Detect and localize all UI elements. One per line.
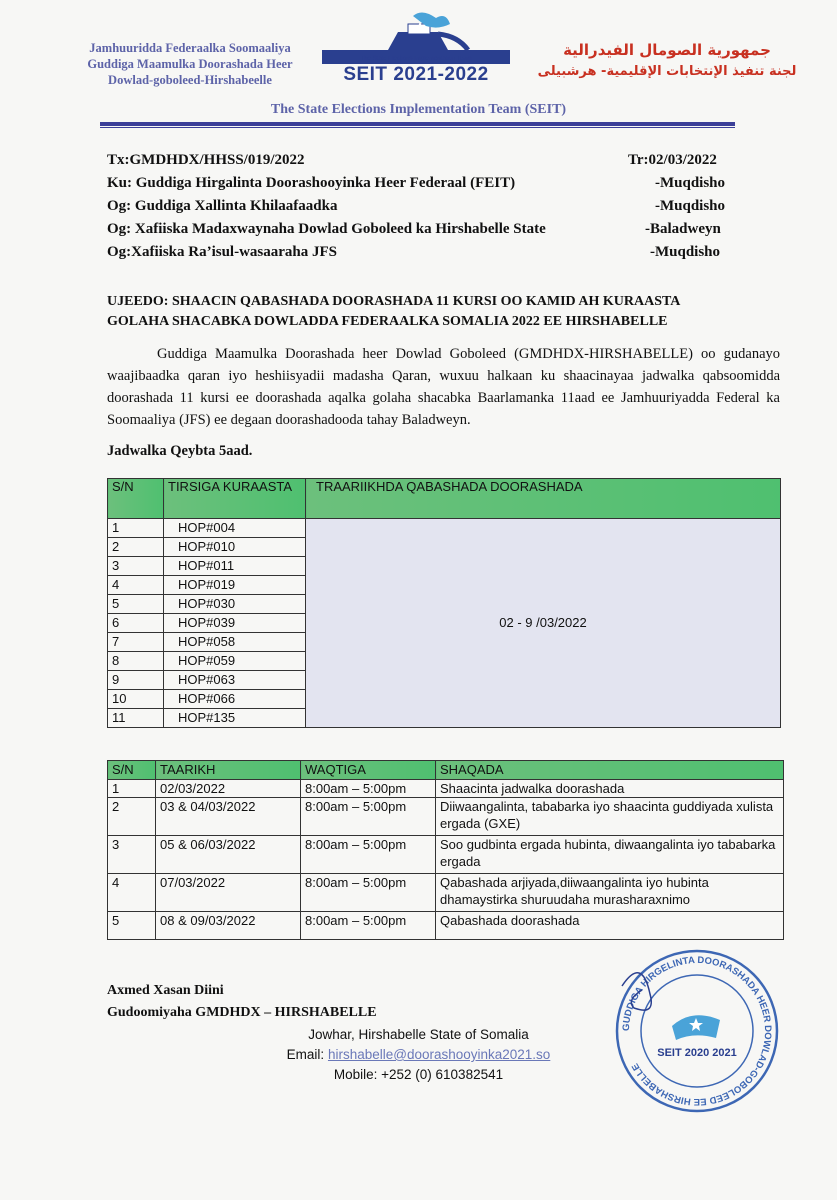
recipient-name: Ku: Guddiga Hirgalinta Doorashooyinka Heer Federaal (FEIT) <box>107 175 516 191</box>
row-seat: HOP#066 <box>164 690 306 709</box>
row-sn: 2 <box>108 538 164 557</box>
recipient-name: Og: Guddiga Xallinta Khilaafaadka <box>107 198 338 214</box>
row-sn: 4 <box>108 874 156 912</box>
row-seat: HOP#004 <box>164 519 306 538</box>
col-header-date: TAARIKH <box>156 761 301 780</box>
logo-tagline: The State Elections Implementation Team <box>360 56 472 62</box>
row-sn: 3 <box>108 836 156 874</box>
table-row <box>108 798 784 836</box>
col-header-sn: S/N <box>108 479 164 519</box>
row-task: Diiwaangalinta, tababarka iyo shaacinta guddiyada xulista ergada (GXE) <box>436 798 784 836</box>
row-sn: 1 <box>108 519 164 538</box>
col-header-task: SHAQADA <box>436 761 784 780</box>
stamp-outer-text: GUDDIGA HIRGELINTA DOORASHADA HEER DOWLAD-GOBOLEED EE HIRSHABELLE <box>620 954 774 1108</box>
row-task: Qabashada doorashada <box>436 912 784 940</box>
row-sn: 9 <box>108 671 164 690</box>
email-link[interactable]: hirshabelle@doorashooyinka2021.so <box>327 1047 551 1062</box>
row-time: 8:00am – 5:00pm <box>301 912 436 940</box>
col-header-seat: TIRSIGA KURAASTA <box>164 479 306 519</box>
row-seat: HOP#011 <box>164 557 306 576</box>
row-seat: HOP#010 <box>164 538 306 557</box>
row-time: 8:00am – 5:00pm <box>301 836 436 874</box>
header-left-line-3: Dowlad-goboleed-Hirshabeelle <box>108 73 272 87</box>
subject-line-1: UJEEDO: SHAACIN QABASHADA DOORASHADA 11 KURSI OO KAMID AH KURAASTA <box>107 294 681 309</box>
row-time: 8:00am – 5:00pm <box>301 798 436 836</box>
table-row <box>108 780 784 798</box>
header-left-somali <box>40 40 340 88</box>
header-right-line-1: جمهورية الصومال الفيدرالية <box>563 41 771 59</box>
row-sn: 6 <box>108 614 164 633</box>
signatory-name: Axmed Xasan Diini <box>107 983 224 998</box>
row-sn: 11 <box>108 709 164 728</box>
email-label: Email: <box>286 1047 325 1062</box>
row-seat: HOP#019 <box>164 576 306 595</box>
header-left-line-1: Jamhuuridda Federaalka Soomaaliya <box>89 41 291 55</box>
body-paragraph <box>107 343 780 431</box>
col-header-dates: TRAARIIKHDA QABASHADA DOORASHADA <box>306 479 781 519</box>
row-sn: 7 <box>108 633 164 652</box>
row-sn: 2 <box>108 798 156 836</box>
header-divider-thin <box>100 127 735 128</box>
header-right-arabic <box>537 40 797 82</box>
body-text: Guddiga Maamulka Doorashada heer Dowlad Goboleed (GMDHDX-HIRSHABELLE) oo gudanayo waajibaadka qaran iyo heshiisyadii madasha Qaran, wuxuu halkaan ku shaacinayaa jadwalka qabsoomidda doorashada 11 kursi ee doorashada aqalka golaha shacabka Baarlamanka 11aad ee Jamhuuriyadda Federal ka Soomaaliya (JFS) ee degaan doorashadooda tahay Baladweyn. <box>107 346 780 428</box>
election-dates: 02 - 9 /03/2022 <box>306 519 781 728</box>
seats-table <box>107 478 781 728</box>
official-stamp <box>612 946 782 1116</box>
row-sn: 4 <box>108 576 164 595</box>
signature-block <box>107 980 377 1024</box>
recipient-place: -Muqdisho <box>655 175 726 191</box>
row-seat: HOP#135 <box>164 709 306 728</box>
reference-number: Tx:GMDHDX/HHSS/019/2022 <box>107 152 305 168</box>
row-seat: HOP#030 <box>164 595 306 614</box>
tasks-table <box>107 760 784 940</box>
recipient-name: Og: Xafiiska Madaxwaynaha Dowlad Goboleed ka Hirshabelle State <box>107 221 546 237</box>
subject-line-2: GOLAHA SHACABKA DOWLADDA FEDERAALKA SOMALIA 2022 EE HIRSHABELLE <box>107 314 668 329</box>
row-date: 08 & 09/03/2022 <box>156 912 301 940</box>
header-subtitle: The State Elections Implementation Team (SEIT) <box>270 102 567 117</box>
row-seat: HOP#058 <box>164 633 306 652</box>
logo-title: SEIT 2021-2022 <box>343 64 489 85</box>
subject <box>107 292 680 332</box>
recipient-place: -Baladweyn <box>645 221 721 237</box>
stamp-inner-text: SEIT 2020 2021 <box>657 1047 737 1059</box>
row-sn: 5 <box>108 595 164 614</box>
col-header-sn: S/N <box>108 761 156 780</box>
col-header-time: WAQTIGA <box>301 761 436 780</box>
footer-address: Jowhar, Hirshabelle State of Somalia <box>308 1027 529 1042</box>
seats-table-header <box>108 479 781 519</box>
row-date: 07/03/2022 <box>156 874 301 912</box>
reference-date: Tr:02/03/2022 <box>628 152 717 168</box>
row-seat: HOP#063 <box>164 671 306 690</box>
footer-mobile: Mobile: +252 (0) 610382541 <box>333 1067 504 1082</box>
row-sn: 8 <box>108 652 164 671</box>
row-date: 02/03/2022 <box>156 780 301 798</box>
header-divider <box>100 122 735 126</box>
row-sn: 5 <box>108 912 156 940</box>
row-date: 03 & 04/03/2022 <box>156 798 301 836</box>
row-date: 05 & 06/03/2022 <box>156 836 301 874</box>
row-task: Qabashada arjiyada,diiwaangalinta iyo hubinta dhamaystirka shuruudaha murasharaxnimo <box>436 874 784 912</box>
row-seat: HOP#059 <box>164 652 306 671</box>
table-row <box>108 836 784 874</box>
header-left-line-2: Guddiga Maamulka Doorashada Heer <box>87 57 293 71</box>
row-time: 8:00am – 5:00pm <box>301 874 436 912</box>
row-task: Soo gudbinta ergada hubinta, diwaangalinta iyo tababarka ergada <box>436 836 784 874</box>
row-sn: 1 <box>108 780 156 798</box>
recipient-place: -Muqdisho <box>655 198 726 214</box>
row-task: Shaacinta jadwalka doorashada <box>436 780 784 798</box>
header-right-line-2: لجنة تنفيذ الإنتخابات الإقليمية- هرشبيلى <box>537 64 797 79</box>
schedule-heading: Jadwalka Qeybta 5aad. <box>107 443 253 459</box>
row-time: 8:00am – 5:00pm <box>301 780 436 798</box>
table-row <box>108 912 784 940</box>
row-seat: HOP#039 <box>164 614 306 633</box>
recipient-place: -Muqdisho <box>650 244 721 260</box>
row-sn: 3 <box>108 557 164 576</box>
tasks-table-header <box>108 761 784 780</box>
recipient-name: Og:Xafiiska Ra’isul-wasaaraha JFS <box>107 244 338 260</box>
table-row <box>108 519 781 538</box>
table-row <box>108 874 784 912</box>
signatory-title: Gudoomiyaha GMDHDX – HIRSHABELLE <box>107 1005 377 1020</box>
row-sn: 10 <box>108 690 164 709</box>
